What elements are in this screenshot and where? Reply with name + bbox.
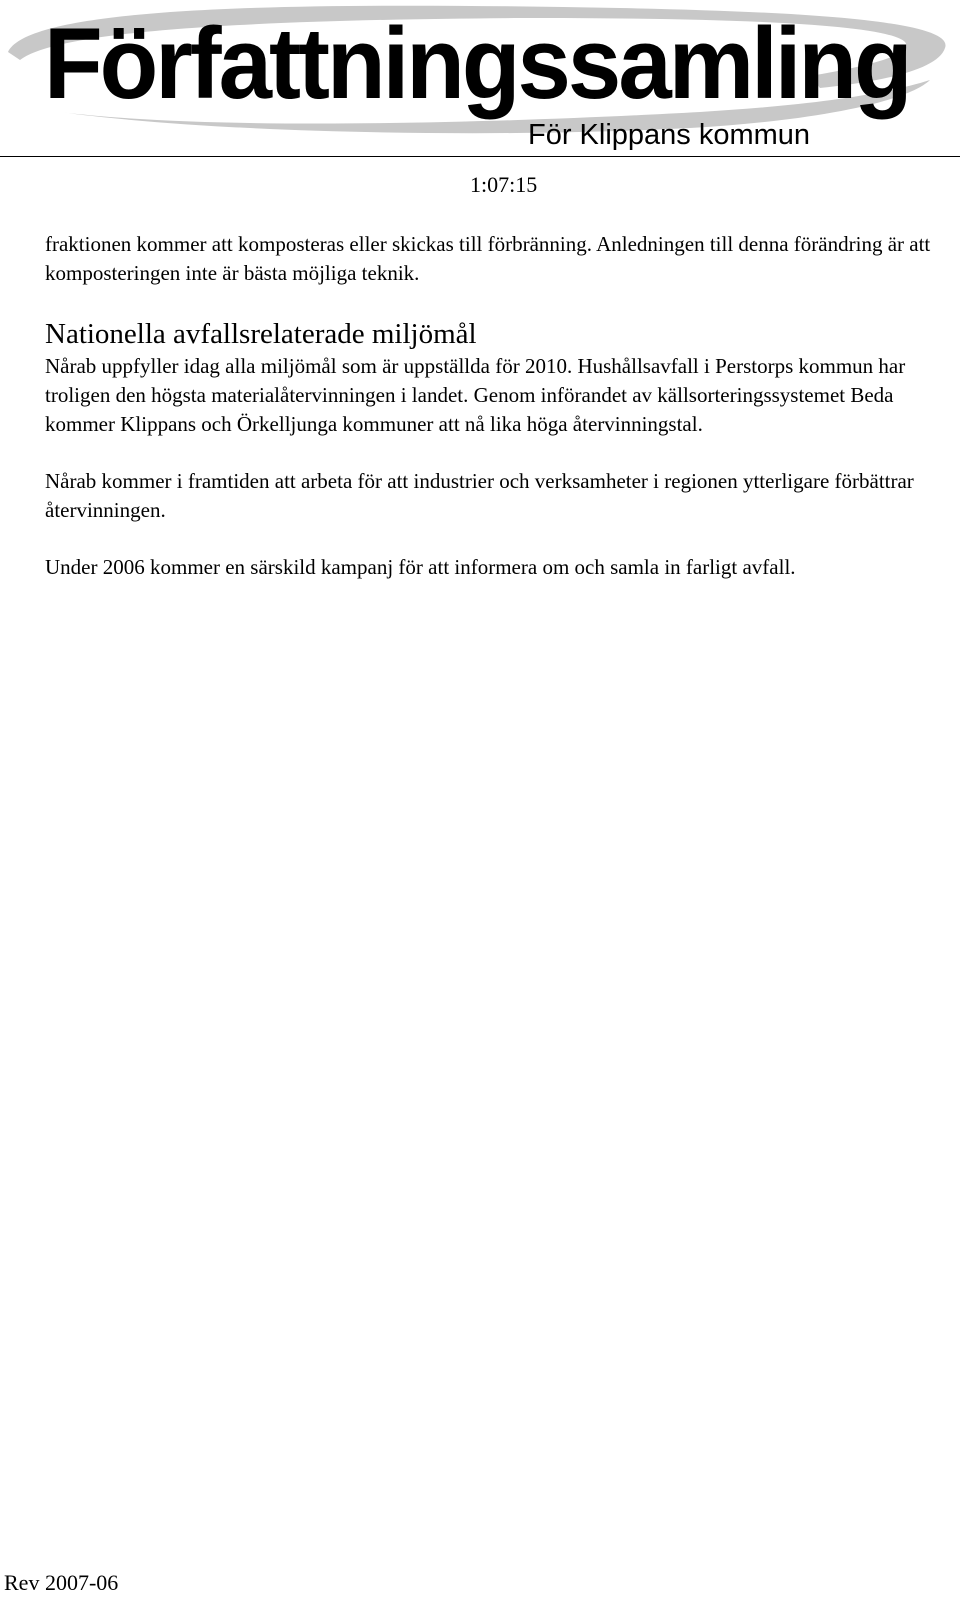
logo-subtitle: För Klippans kommun [528,119,811,151]
body-paragraph-1: Nårab uppfyller idag alla miljömål som är uppställda för 2010. Hushållsavfall i Perstorps kommun har troligen den högsta materialåtervinningen i landet. Genom införandet av källsorteringssystemet Beda kommer Klippans och Örkelljunga kommuner att nå lika höga återvinningstal. [45,354,906,436]
header-divider [0,156,960,157]
masthead-logo [0,0,960,160]
document-number: 1:07:15 [470,172,538,197]
revision-footer: Rev 2007-06 [4,1570,119,1595]
body-paragraph-3: Under 2006 kommer en särskild kampanj för att informera om och samla in farligt avfall. [45,555,796,579]
body-paragraph-2: Nårab kommer i framtiden att arbeta för att industrier och verksamheter i regionen ytterligare förbättrar återvinningen. [45,469,914,522]
logo-title: Författningssamling [44,7,910,121]
intro-paragraph: fraktionen kommer att komposteras eller skickas till förbränning. Anledningen till denna förändring är att komposteringen inte är bästa möjliga teknik. [45,232,931,285]
section-heading: Nationella avfallsrelaterade miljömål [45,318,477,350]
document-body [45,230,950,610]
